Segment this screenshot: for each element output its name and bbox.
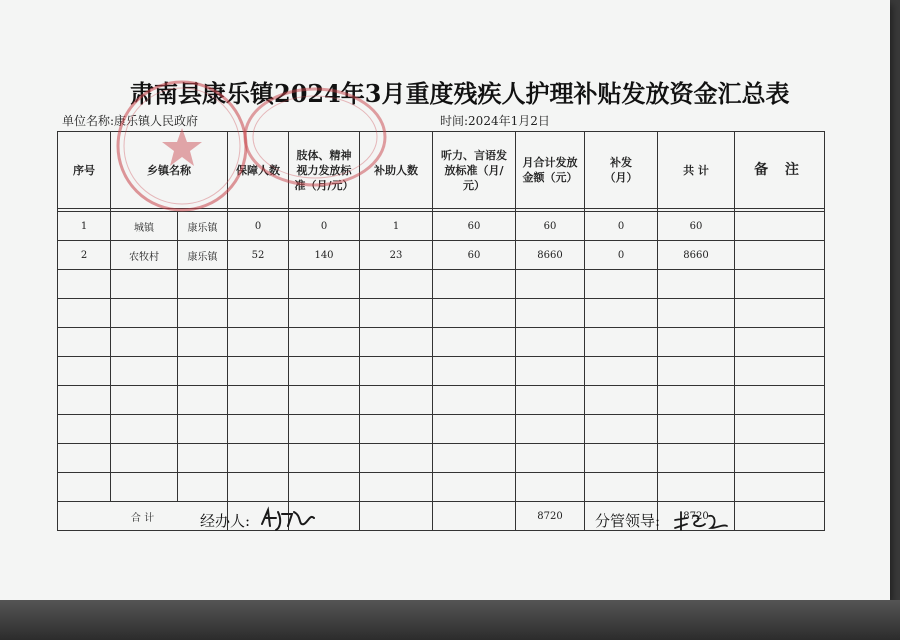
header-total: 共 计 <box>658 132 735 209</box>
handler-signature-icon <box>258 504 318 534</box>
document-title: 肃南县康乐镇2024年3月重度残疾人护理补贴发放资金汇总表 <box>130 79 790 108</box>
empty-row <box>58 473 825 502</box>
summary-table <box>57 131 825 531</box>
cell-town: 康乐镇 <box>178 241 228 270</box>
header-limb-standard: 肢体、精神视力发放标准（月/元） <box>289 132 360 209</box>
empty-row <box>58 444 825 473</box>
cell-total: 8660 <box>658 241 735 270</box>
date-value: 2024年1月2日 <box>468 114 550 128</box>
date-label: 时间: <box>440 114 469 128</box>
cell-village: 农牧村 <box>111 241 178 270</box>
cell-reissue: 0 <box>585 212 658 241</box>
cell-limb-standard: 140 <box>289 241 360 270</box>
table-header-row <box>58 132 825 209</box>
cell-limb-standard: 0 <box>289 212 360 241</box>
header-guarantee: 保障人数 <box>228 132 289 209</box>
empty-row <box>58 270 825 299</box>
cell-subsidy-count: 23 <box>360 241 433 270</box>
header-monthly-total: 月合计发放金额（元） <box>516 132 585 209</box>
total-monthly: 8720 <box>516 502 585 531</box>
background-surface <box>0 600 900 640</box>
header-subsidy-count: 补助人数 <box>360 132 433 209</box>
cell-monthly-total: 60 <box>516 212 585 241</box>
unit-line <box>62 112 198 129</box>
leader-label: 分管领导: <box>595 512 661 530</box>
cell-no: 2 <box>58 241 111 270</box>
cell-reissue: 0 <box>585 241 658 270</box>
cell-town: 康乐镇 <box>178 212 228 241</box>
table-row <box>58 212 825 241</box>
cell-guarantee: 52 <box>228 241 289 270</box>
total-sum: 8720 <box>658 502 735 531</box>
table-row <box>58 241 825 270</box>
total-label: 合 计 <box>58 502 228 531</box>
cell-subsidy-count: 1 <box>360 212 433 241</box>
cell-remark <box>735 212 825 241</box>
header-no: 序号 <box>58 132 111 209</box>
date-line <box>440 112 550 129</box>
empty-row <box>58 415 825 444</box>
empty-row <box>58 299 825 328</box>
cell-hearing-standard: 60 <box>433 241 516 270</box>
cell-monthly-total: 8660 <box>516 241 585 270</box>
cell-remark <box>735 241 825 270</box>
cell-total: 60 <box>658 212 735 241</box>
header-reissue: 补发（月） <box>585 132 658 209</box>
header-remark: 备 注 <box>735 132 825 209</box>
handler-signature-block <box>200 510 250 531</box>
empty-row <box>58 357 825 386</box>
unit-label: 单位名称: <box>62 114 115 128</box>
header-hearing-standard: 听力、言语发放标准（月/元） <box>433 132 516 209</box>
empty-row <box>58 386 825 415</box>
leader-signature-block <box>595 510 660 531</box>
cell-village: 城镇 <box>111 212 178 241</box>
cell-hearing-standard: 60 <box>433 212 516 241</box>
cell-guarantee: 0 <box>228 212 289 241</box>
leader-signature-icon <box>671 506 731 536</box>
cell-no: 1 <box>58 212 111 241</box>
header-township: 乡镇名称 <box>111 132 228 209</box>
unit-value: 康乐镇人民政府 <box>114 114 199 128</box>
empty-row <box>58 328 825 357</box>
handler-label: 经办人: <box>200 512 251 530</box>
